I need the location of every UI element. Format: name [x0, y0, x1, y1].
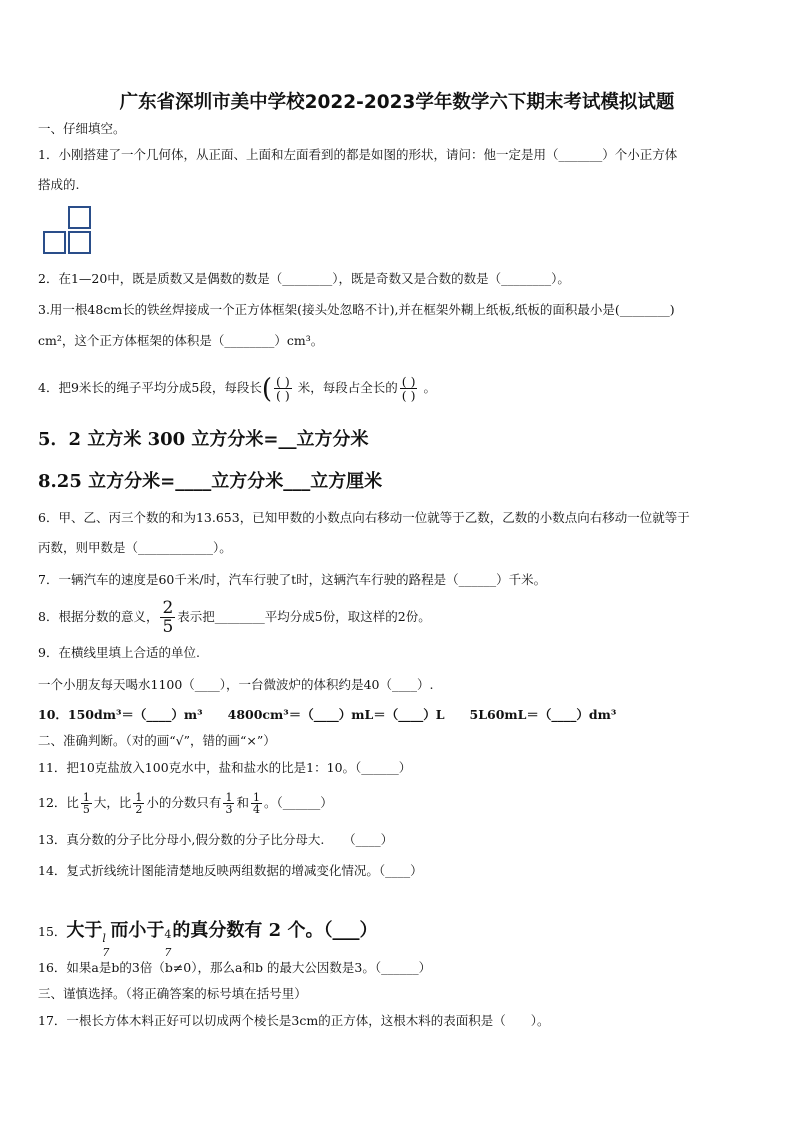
question-3-line-1: 3.用一根48cm长的铁丝焊接成一个正方体框架(接头处忽略不计),并在框架外糊上纸板,纸板的面积最小是(________)	[38, 302, 675, 317]
question-11: 11．把10克盐放入100克水中，盐和盐水的比是1：10。（______）	[38, 760, 412, 775]
question-15	[38, 902, 378, 959]
figure-bottom-left-cell	[43, 231, 66, 254]
question-10: 10．150dm³＝（____）m³ 4800cm³＝（____）mL＝（____）L 5L60mL＝（____）dm³	[38, 707, 617, 722]
question-5-line-1: 5．2 立方米 300 立方分米=__立方分米	[38, 429, 369, 450]
question-9: 9．在横线里填上合适的单位.	[38, 645, 200, 660]
open-paren: (	[261, 372, 273, 405]
fraction-numerator: 1	[225, 791, 233, 804]
question-1-line-2: 搭成的.	[38, 177, 80, 192]
question-17: 17．一根长方体木料正好可以切成两个棱长是3cm的正方体，这根木料的表面积是（ ）。	[38, 1013, 550, 1028]
question-4-text-3: 。	[423, 380, 436, 395]
question-15-text-1: 大于	[66, 920, 103, 941]
question-15-text-3: 的真分数有 2 个。（___）	[172, 920, 378, 941]
question-16: 16．如果a是b的3倍（b≠0），那么a和b 的最大公因数是3。（______）	[38, 960, 432, 975]
figure-top-cell	[68, 206, 91, 229]
fraction-numerator: ( )	[401, 374, 416, 389]
fraction-one-half	[133, 792, 144, 815]
figure-bottom-right-cell	[68, 231, 91, 254]
fraction-numerator: l	[102, 932, 106, 945]
question-8-text-1: 8．根据分数的意义，	[38, 609, 159, 624]
fraction-denominator: 7	[102, 946, 110, 959]
question-15-number: 15．	[38, 924, 67, 939]
cube-view-figure	[43, 206, 93, 256]
fraction-numerator: 1	[252, 791, 260, 804]
question-1-line-1: 1．小刚搭建了一个几何体，从正面、上面和左面看到的都是如图的形状，请问：他一定是用（_______）个小正方体	[38, 147, 678, 162]
fraction-one-fourth	[251, 792, 262, 815]
fraction-one-fifth	[81, 792, 92, 815]
question-6-line-2: 丙数，则甲数是（____________）。	[38, 540, 232, 555]
section-3-heading: 三、谨慎选择。（将正确答案的标号填在括号里）	[38, 986, 307, 1001]
question-7: 7．一辆汽车的速度是60千米/时，汽车行驶了t时，这辆汽车行驶的路程是（______）千米。	[38, 572, 547, 587]
fraction-denominator: 5	[162, 617, 174, 637]
fraction-numerator: 1	[82, 791, 90, 804]
question-2: 2．在1—20中，既是质数又是偶数的数是（________），既是奇数又是合数的数是（________）。	[38, 271, 570, 286]
question-12	[38, 786, 333, 820]
fraction-denominator: 3	[225, 803, 233, 816]
question-12-text-2: 大，比	[93, 795, 132, 810]
question-4-text-2: 米，每段占全长的	[297, 380, 398, 395]
fraction-numerator: 2	[162, 598, 174, 618]
section-2-heading: 二、准确判断。（对的画“√”，错的画“×”）	[38, 733, 276, 748]
fraction-denominator: 4	[252, 803, 260, 816]
fraction-numerator: ( )	[276, 374, 290, 389]
question-5-line-2: 8.25 立方分米=____立方分米___立方厘米	[38, 471, 383, 492]
question-15-text-2: 而小于	[110, 920, 165, 941]
question-12-text-1: 12．比	[38, 795, 79, 810]
question-8-text-2: 表示把________平均分成5份，取这样的2份。	[177, 609, 431, 624]
question-12-text-4: 和	[236, 795, 249, 810]
fraction-denominator: ( )	[401, 388, 416, 403]
question-13: 13．真分数的分子比分母小,假分数的分子比分母大. （____）	[38, 832, 394, 847]
question-4-text-1: 4．把9米长的绳子平均分成5段，每段长	[38, 380, 262, 395]
fraction-denominator: 7	[164, 946, 172, 959]
question-9-detail: 一个小朋友每天喝水1100（____），一台微波炉的体积约是40（____）.	[38, 677, 434, 692]
question-8	[38, 597, 431, 637]
question-14: 14．复式折线统计图能清楚地反映两组数据的增减变化情况。（____）	[38, 863, 423, 878]
question-3-line-2: cm²，这个正方体框架的体积是（________）cm³。	[38, 333, 324, 348]
question-4-fraction-2	[400, 375, 418, 402]
fraction-one-third	[223, 792, 234, 815]
question-8-fraction	[160, 599, 175, 636]
question-4	[38, 368, 436, 408]
fraction-denominator: 5	[82, 803, 90, 816]
fraction-denominator: ( )	[276, 388, 290, 403]
section-1-heading: 一、仔细填空。	[38, 121, 126, 136]
question-12-text-5: 。（______）	[263, 795, 333, 810]
fraction-denominator: 2	[135, 803, 143, 816]
question-12-text-3: 小的分数只有	[146, 795, 222, 810]
question-6-line-1: 6．甲、乙、丙三个数的和为13.653，已知甲数的小数点向右移动一位就等于乙数，乙数的小数点向右移动一位就等于	[38, 510, 690, 525]
page-title: 广东省深圳市美中学校2022-2023学年数学六下期末考试模拟试题	[119, 92, 675, 113]
fraction-numerator: 1	[135, 791, 143, 804]
question-4-fraction-1	[274, 375, 292, 402]
fraction-numerator: 4	[164, 928, 172, 941]
